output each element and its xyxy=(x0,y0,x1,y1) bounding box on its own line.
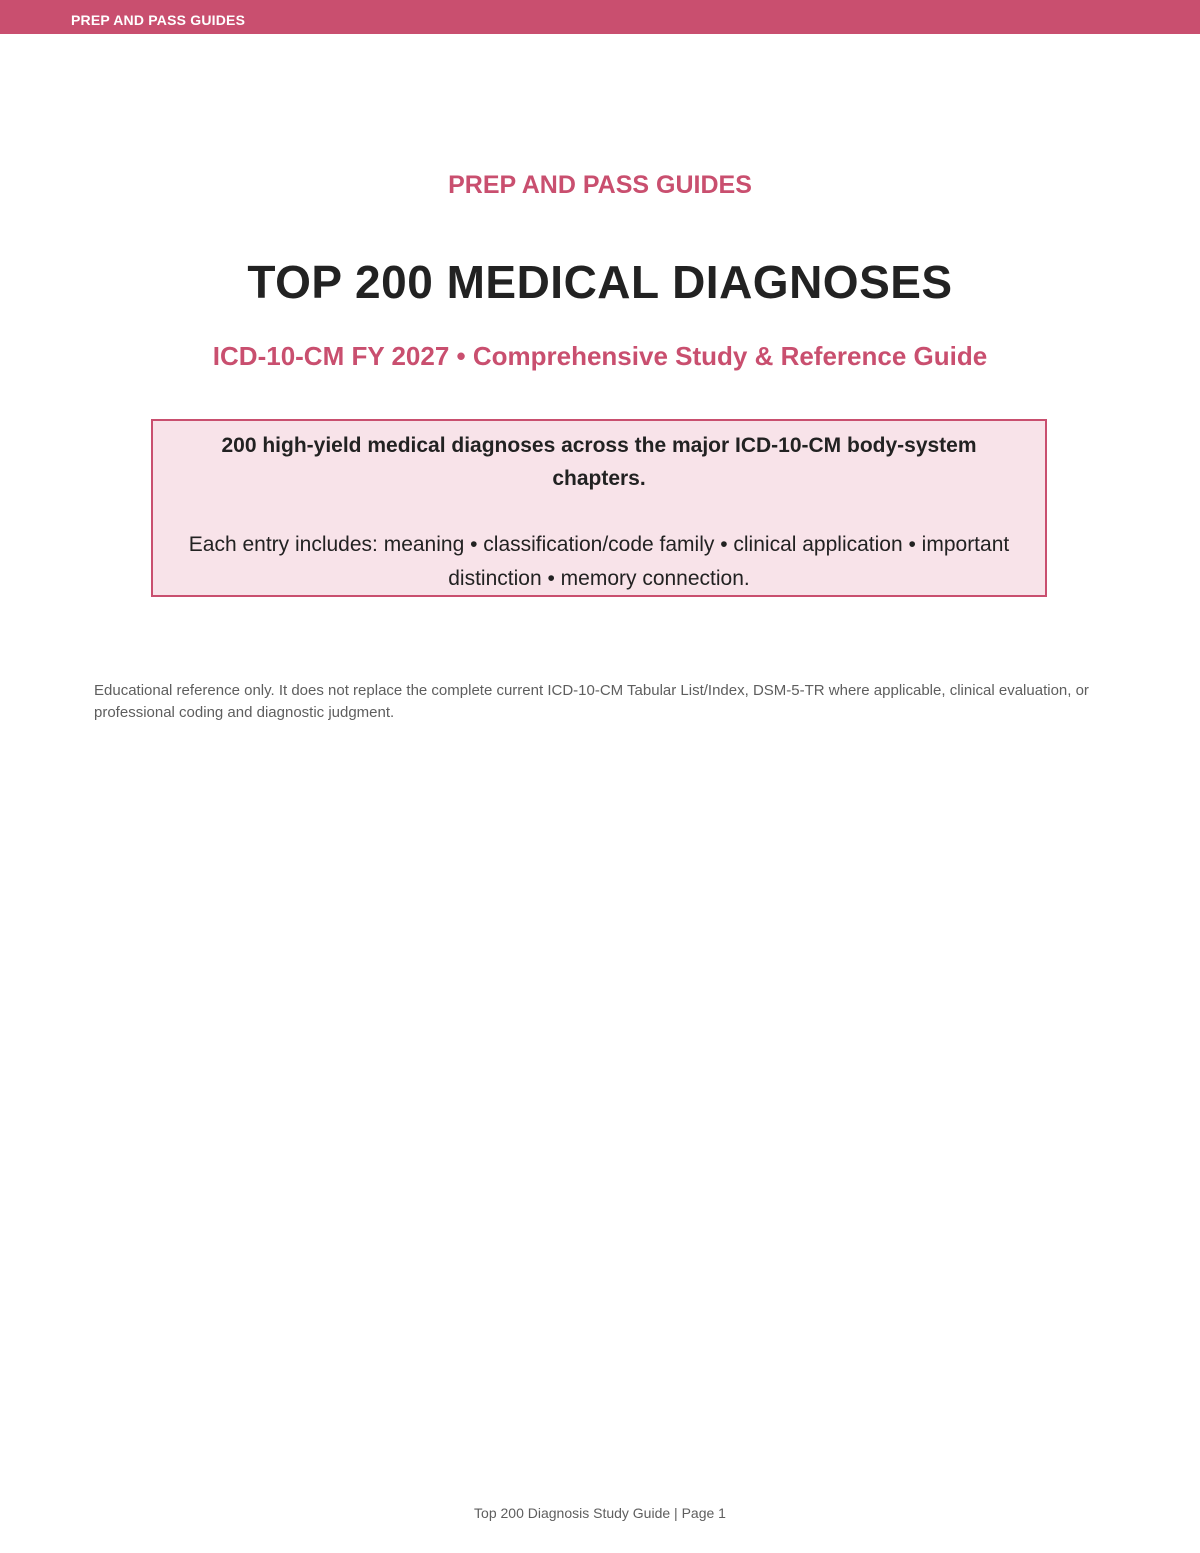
disclaimer-text: Educational reference only. It does not replace the complete current ICD-10-CM Tabular List/Index, DSM-5-TR where applicable, clinical evaluation, or professional coding and diagnostic judgment. xyxy=(94,682,1089,721)
summary-lead: 200 high-yield medical diagnoses across the major ICD-10-CM body-system chapters. xyxy=(221,434,977,490)
summary-box xyxy=(151,419,1047,597)
brand-heading: PREP AND PASS GUIDES xyxy=(448,171,752,199)
header-band xyxy=(0,0,1200,34)
page-title: TOP 200 MEDICAL DIAGNOSES xyxy=(247,256,953,308)
summary-detail: Each entry includes: meaning • classification/code family • clinical application • important distinction • memory connection. xyxy=(188,533,1010,590)
page-subtitle: ICD-10-CM FY 2027 • Comprehensive Study & Reference Guide xyxy=(212,341,988,371)
page-footer: Top 200 Diagnosis Study Guide | Page 1 xyxy=(474,1505,726,1521)
header-band-label: PREP AND PASS GUIDES xyxy=(71,12,246,28)
